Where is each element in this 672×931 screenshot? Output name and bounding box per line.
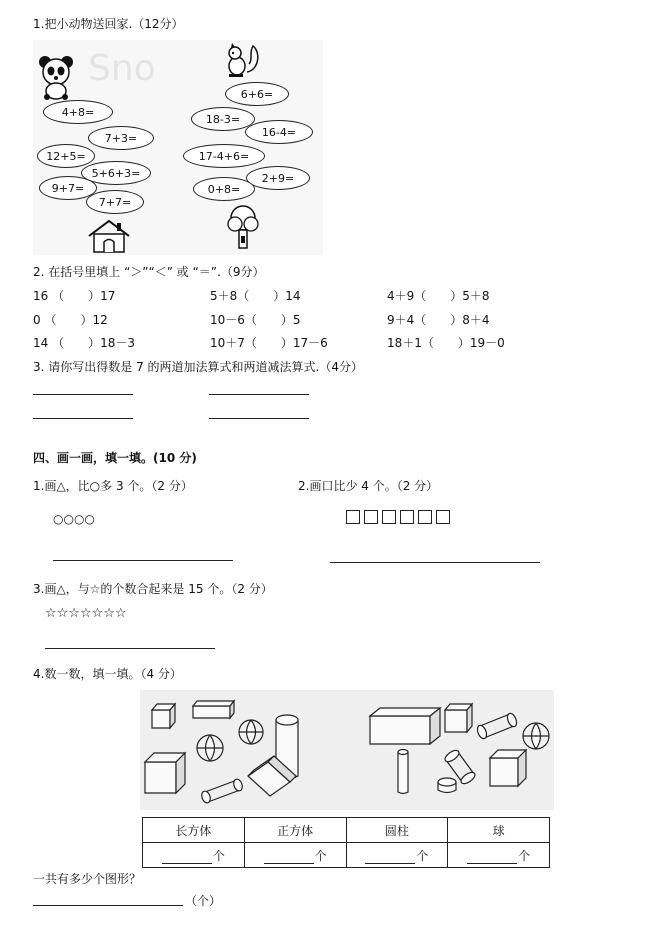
expr-oval: 2+9= (246, 166, 310, 190)
compare-item: 0 （ ）12 (33, 313, 108, 327)
answer-line[interactable] (209, 394, 309, 395)
expr-oval: 7+3= (88, 126, 154, 150)
compare-item: 16 （ ）17 (33, 289, 116, 303)
compare-item: 4＋9（ ）5＋8 (387, 289, 490, 303)
expr-oval: 0+8= (193, 177, 255, 201)
stars-row: ☆☆☆☆☆☆☆ (45, 606, 127, 621)
expr-oval: 17-4+6= (183, 144, 265, 168)
square-shape (436, 510, 450, 524)
table-header: 长方体 (143, 818, 245, 843)
count-cell[interactable] (448, 843, 550, 868)
square-shape (418, 510, 432, 524)
total-question: 一共有多少个图形？ (33, 872, 142, 886)
circles-row: ○○○○ (53, 512, 95, 526)
table-header: 正方体 (244, 818, 346, 843)
p1-title: 1.画△，比○多 3 个。（2 分） (33, 479, 193, 493)
count-cell[interactable] (244, 843, 346, 868)
square-shape (400, 510, 414, 524)
answer-blank[interactable] (467, 851, 517, 864)
q2-title: 2. 在括号里填上 “＞”“＜” 或 “＝”.（9分） (33, 265, 265, 279)
q1-title: 1.把小动物送回家.（12分） (33, 17, 184, 31)
unit-label: 个 (212, 848, 225, 863)
square-shape (382, 510, 396, 524)
expr-oval: 6+6= (225, 82, 289, 106)
p2-title: 2.画口比少 4 个。（2 分） (298, 479, 439, 493)
answer-line[interactable] (33, 394, 133, 395)
answer-line[interactable] (209, 418, 309, 419)
answer-line[interactable] (33, 418, 133, 419)
expr-oval: 9+7= (39, 176, 97, 200)
q1-illustration (33, 40, 323, 255)
p4-title: 4.数一数，填一填。（4 分） (33, 667, 182, 681)
section4-title: 四、画一画，填一填。(10 分) (33, 451, 197, 465)
compare-item: 18＋1（ ）19－0 (387, 336, 505, 350)
answer-line[interactable] (45, 648, 215, 649)
p3-title: 3.画△，与☆的个数合起来是 15 个。（2 分） (33, 582, 273, 596)
expr-oval: 4+8= (43, 100, 113, 124)
answer-blank[interactable] (162, 851, 212, 864)
answer-line[interactable] (330, 562, 540, 563)
unit-label: 个 (314, 848, 327, 863)
compare-item: 10＋7（ ）17－6 (210, 336, 328, 350)
squirrel-icon (223, 42, 261, 78)
square-shape (364, 510, 378, 524)
count-cell[interactable] (143, 843, 245, 868)
table-header: 圆柱 (346, 818, 448, 843)
answer-line[interactable] (33, 905, 183, 906)
square-shape (346, 510, 360, 524)
expr-oval: 16-4= (245, 120, 313, 144)
answer-blank[interactable] (264, 851, 314, 864)
unit-label: 个 (416, 848, 429, 863)
count-cell[interactable] (346, 843, 448, 868)
compare-item: 10－6（ ）5 (210, 313, 301, 327)
compare-item: 14 （ ）18－3 (33, 336, 135, 350)
unit-label: 个 (518, 848, 531, 863)
compare-item: 9＋4（ ）8＋4 (387, 313, 490, 327)
panda-icon (37, 54, 77, 100)
table-header: 球 (448, 818, 550, 843)
shape-count-table (142, 817, 550, 868)
background-watermark: Sno (88, 48, 156, 89)
total-unit: （个） (185, 894, 222, 908)
squares-row (346, 509, 454, 524)
expr-oval: 5+6+3= (81, 161, 151, 185)
expr-oval: 18-3= (191, 107, 255, 131)
answer-line[interactable] (53, 560, 233, 561)
expr-oval: 12+5= (37, 144, 95, 168)
q3-title: 3. 请你写出得数是 7 的两道加法算式和两道减法算式.（4分） (33, 360, 363, 374)
tree-icon (226, 204, 260, 250)
answer-blank[interactable] (365, 851, 415, 864)
house-icon (85, 218, 133, 254)
compare-item: 5＋8（ ）14 (210, 289, 301, 303)
solids-illustration (140, 690, 554, 810)
expr-oval: 7+7= (86, 190, 144, 214)
